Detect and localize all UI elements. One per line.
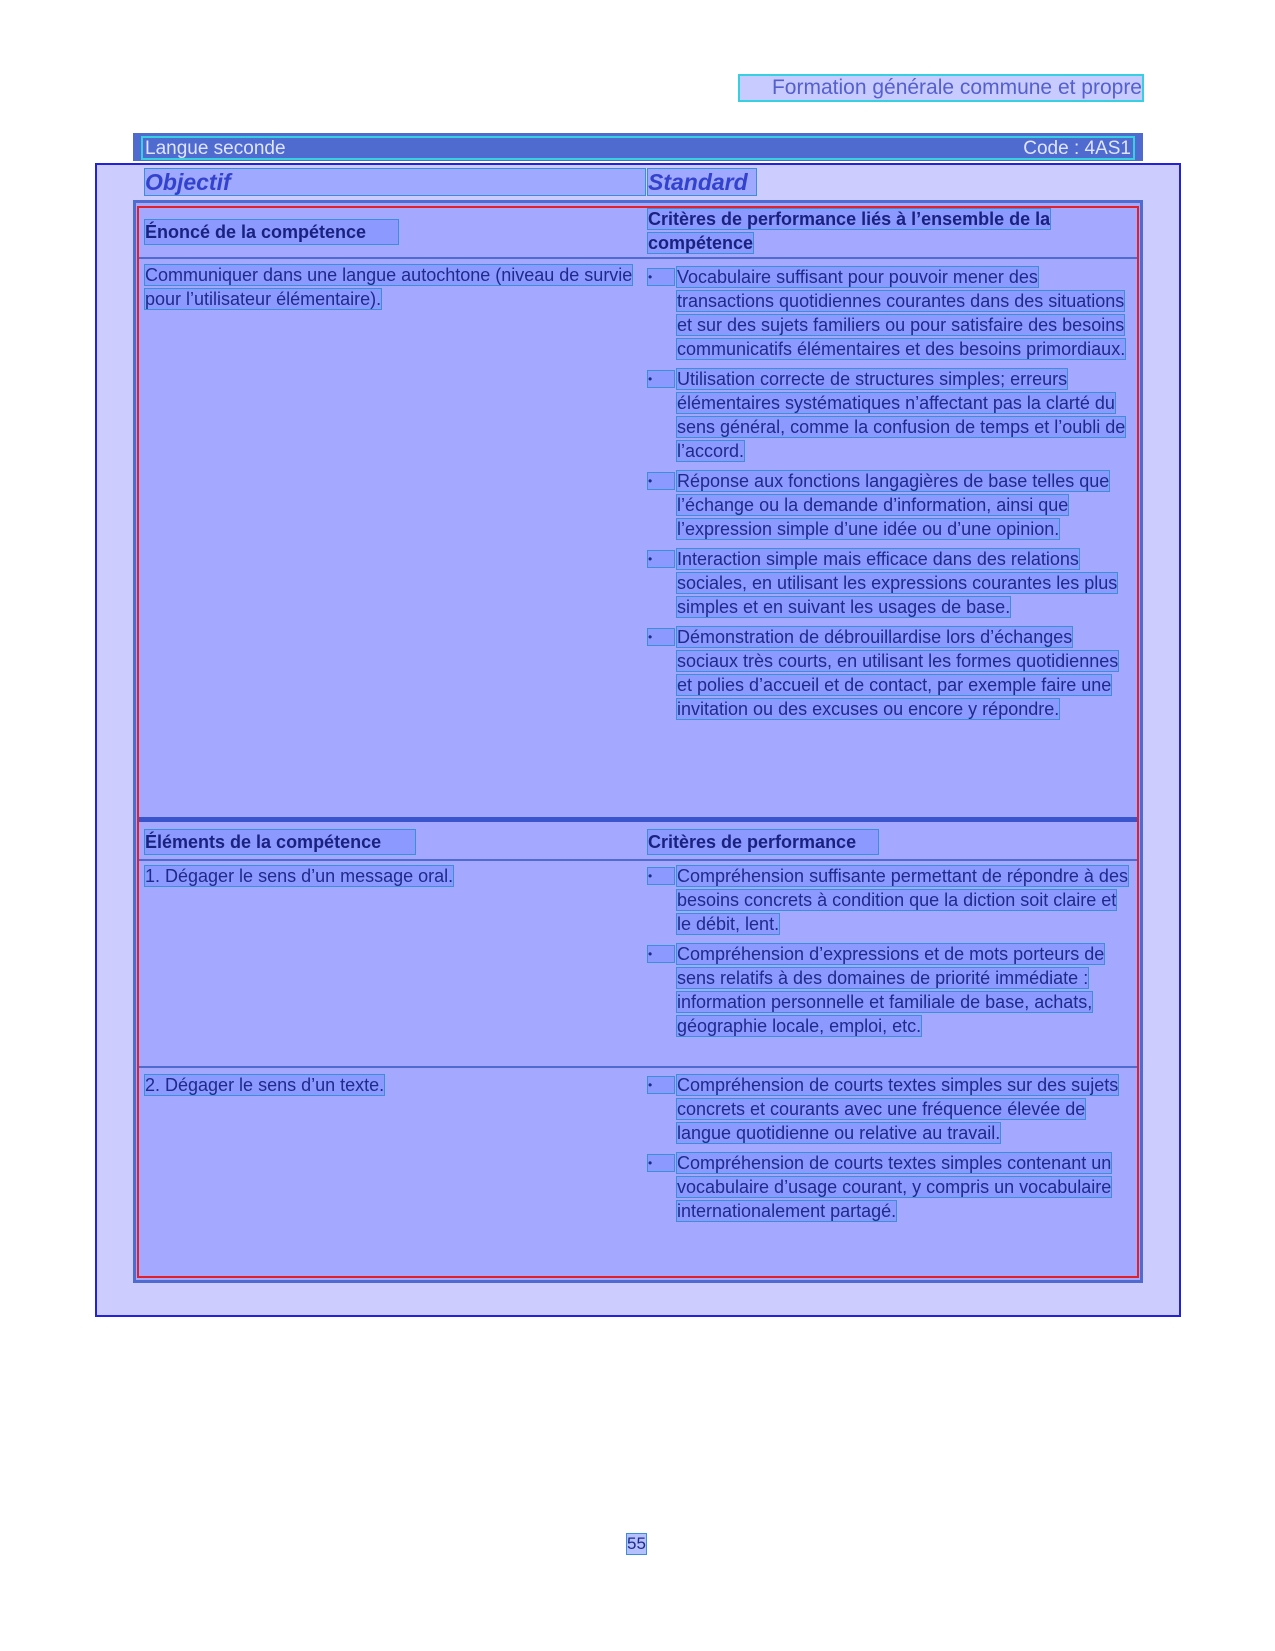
criteria-column-header: Critères de performance liés à l’ensemble de la compétence [648,209,1051,253]
performance-column-header: Critères de performance [648,830,878,854]
table-separator [137,817,1139,822]
running-header: Formation générale commune et propre [740,76,1142,100]
list-item: • Compréhension d’expressions et de mots porteurs de sens relatifs à des domaines de priorité immédiate : information personnelle et familiale de base, achats, géographie locale, emploi, etc. [648,944,1105,1036]
divider [137,1066,1139,1068]
list-item: • Interaction simple mais efficace dans des relations sociales, en utilisant les expressions courantes les plus simples et en suivant les usages de base. [648,549,1118,617]
bullet-icon: • [648,629,674,645]
bullet-icon: • [648,946,674,962]
elements-column-header: Éléments de la compétence [145,830,415,854]
element-2: 2. Dégager le sens d’un texte. [145,1075,385,1095]
page-number: 55 [627,1534,646,1553]
course-code: Code : 4AS1 [1023,138,1131,159]
divider [137,257,1139,259]
list-item: • Compréhension de courts textes simples contenant un vocabulaire d’usage courant, y compris un vocabulaire internationalement partagé. [648,1153,1112,1221]
bullet-icon: • [648,551,674,567]
course-title: Langue seconde [145,138,286,159]
bullet-icon: • [648,269,674,285]
bullet-icon: • [648,1155,674,1171]
bullet-icon: • [648,473,674,489]
list-item: • Réponse aux fonctions langagières de base telles que l’échange ou la demande d’information, ainsi que l’expression simple d’une idée ou d’une opinion. [648,471,1110,539]
bullet-icon: • [648,868,674,884]
list-item: • Utilisation correcte de structures simples; erreurs élémentaires systématiques n’affectant pas la clarté du sens général, comme la confusion de temps et l’oubli de l’accord. [648,369,1126,461]
element-2-criteria [648,1073,1128,1229]
list-item: • Compréhension suffisante permettant de répondre à des besoins concrets à condition que la diction soit claire et le débit, lent. [648,866,1128,934]
general-criteria-list [648,265,1128,727]
standard-heading: Standard [648,169,756,195]
list-item: • Démonstration de débrouillardise lors d’échanges sociaux très courts, en utilisant les formes quotidiennes et polies d’accueil et de contact, par exemple faire une invitation ou des excuses ou encore y répondre. [648,627,1119,719]
bullet-icon: • [648,1077,674,1093]
list-item: • Vocabulaire suffisant pour pouvoir mener des transactions quotidiennes courantes dans des situations et sur des sujets familiers ou pour satisfaire des besoins communicatifs élémentaires et des besoins primordiaux. [648,267,1126,359]
element-1: 1. Dégager le sens d’un message oral. [145,866,454,886]
list-item: • Compréhension de courts textes simples sur des sujets concrets et courants avec une fréquence élevée de langue quotidienne ou relative au travail. [648,1075,1119,1143]
statement-column-header: Énoncé de la compétence [145,220,398,244]
bullet-icon: • [648,371,674,387]
objectif-heading: Objectif [145,169,645,195]
element-1-criteria [648,864,1128,1044]
divider [137,859,1139,861]
competency-statement: Communiquer dans une langue autochtone (niveau de survie pour l’utilisateur élémentaire). [145,265,633,309]
title-bar [133,133,1143,161]
